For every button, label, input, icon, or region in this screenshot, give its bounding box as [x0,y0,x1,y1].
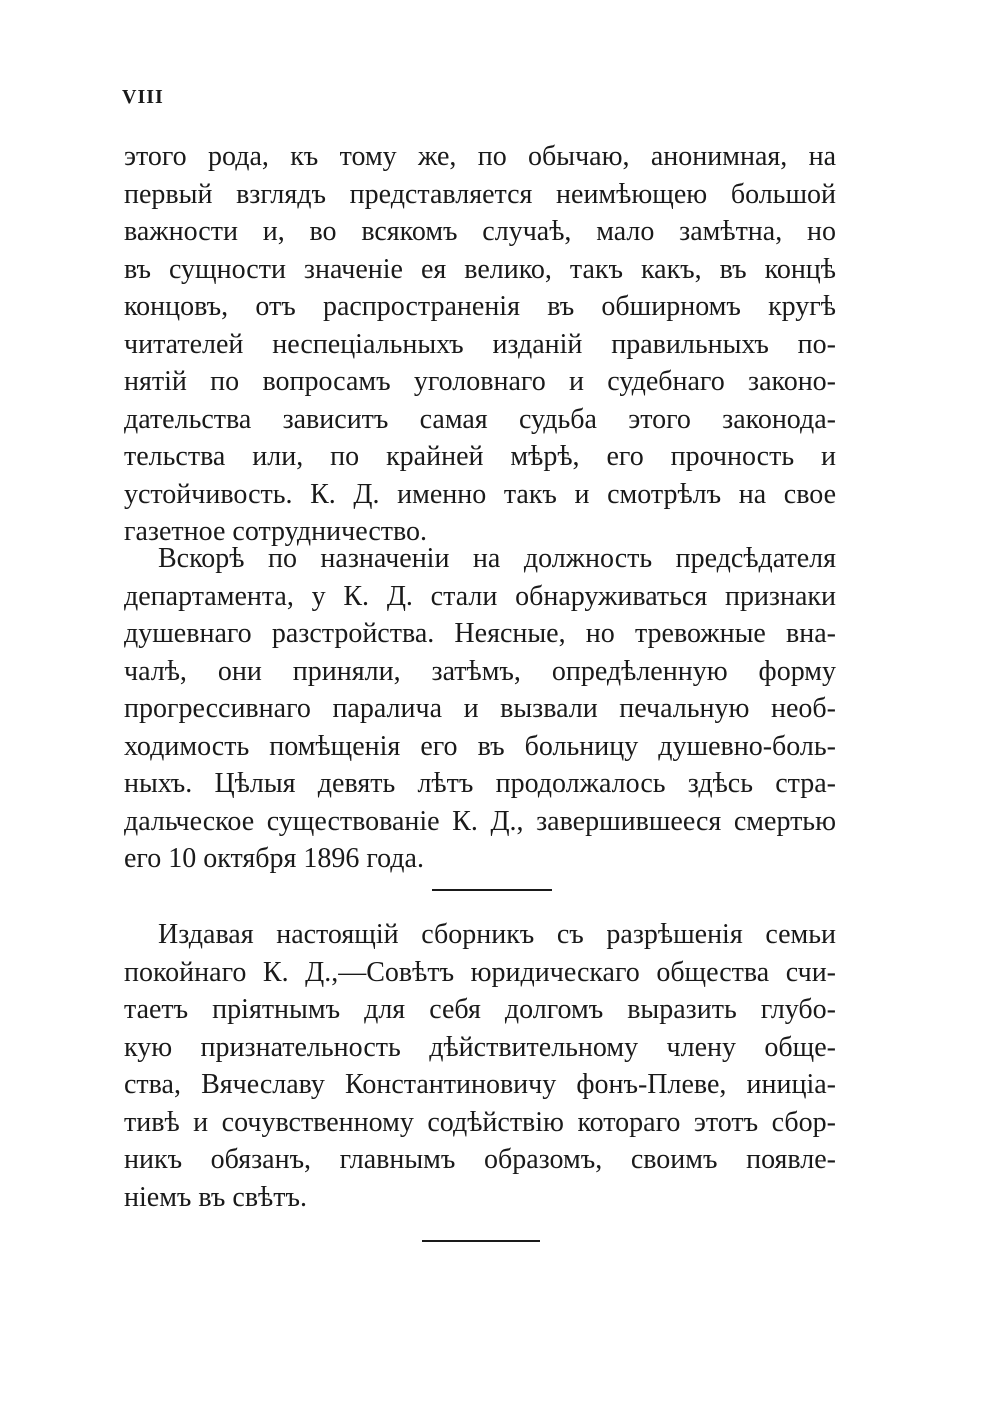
page-number: VIII [122,86,164,108]
text-line: дальческое существованіе К. Д., завершившееся смертью [124,805,836,837]
section-divider [432,889,552,891]
text-line: ства, Вячеславу Константиновичу фонъ-Плеве, иниціа- [124,1069,836,1100]
text-line: концовъ, отъ распространенія въ обширномъ кругѣ [124,291,836,322]
text-line: душевнаго разстройства. Неясные, но тревожные вна- [124,618,836,649]
text-line: устойчивость. К. Д. именно такъ и смотрѣлъ на свое [124,478,836,510]
text-line: покойнаго К. Д.,—Совѣтъ юридическаго общества счи- [124,956,836,988]
end-divider [422,1240,540,1242]
paragraph-3 [124,916,836,1216]
text-line: дательства зависитъ самая судьба этого законода- [124,403,836,435]
text-line: чалѣ, они приняли, затѣмъ, опредѣленную форму [124,655,836,687]
text-line: читателей неспеціальныхъ изданій правильныхъ по- [124,328,836,360]
text-line: важности и, во всякомъ случаѣ, мало замѣтна, но [124,216,836,247]
text-line: ходимость помѣщенія его въ больницу душевно-боль- [124,730,836,762]
text-line: ныхъ. Цѣлыя девять лѣтъ продолжалось здѣсь стра- [124,768,836,799]
text-line: ніемъ въ свѣтъ. [124,1181,307,1213]
text-line: тельства или, по крайней мѣрѣ, его прочность и [124,441,836,472]
text-line: департамента, у К. Д. стали обнаруживаться признаки [124,580,836,612]
text-line: никъ обязанъ, главнымъ образомъ, своимъ появле- [124,1144,836,1175]
text-line: прогрессивнаго паралича и вызвали печальную необ- [124,693,836,724]
text-line: Вскорѣ по назначеніи на должность предсѣдателя [158,543,836,574]
text-line: газетное сотрудничество. [124,516,428,547]
text-line: его 10 октября 1896 года. [124,843,424,874]
text-line: нятій по вопросамъ уголовнаго и судебнаго законо- [124,366,836,397]
text-line: въ сущности значеніе ея велико, такъ какъ, въ концѣ [124,253,836,285]
paragraph-1 [124,138,836,551]
text-line: таетъ пріятнымъ для себя долгомъ выразить глубо- [124,994,836,1025]
paragraph-2 [124,540,836,878]
text-line: этого рода, къ тому же, по обычаю, анонимная, на [124,141,836,172]
text-line: Издавая настоящій сборникъ съ разрѣшенія семьи [158,919,836,950]
text-line: первый взглядъ представляется неимѣющею большой [124,178,836,210]
text-line: кую признательность дѣйствительному члену обще- [124,1031,836,1063]
text-line: тивѣ и сочувственному содѣйствію котораго этотъ сбор- [124,1106,836,1138]
